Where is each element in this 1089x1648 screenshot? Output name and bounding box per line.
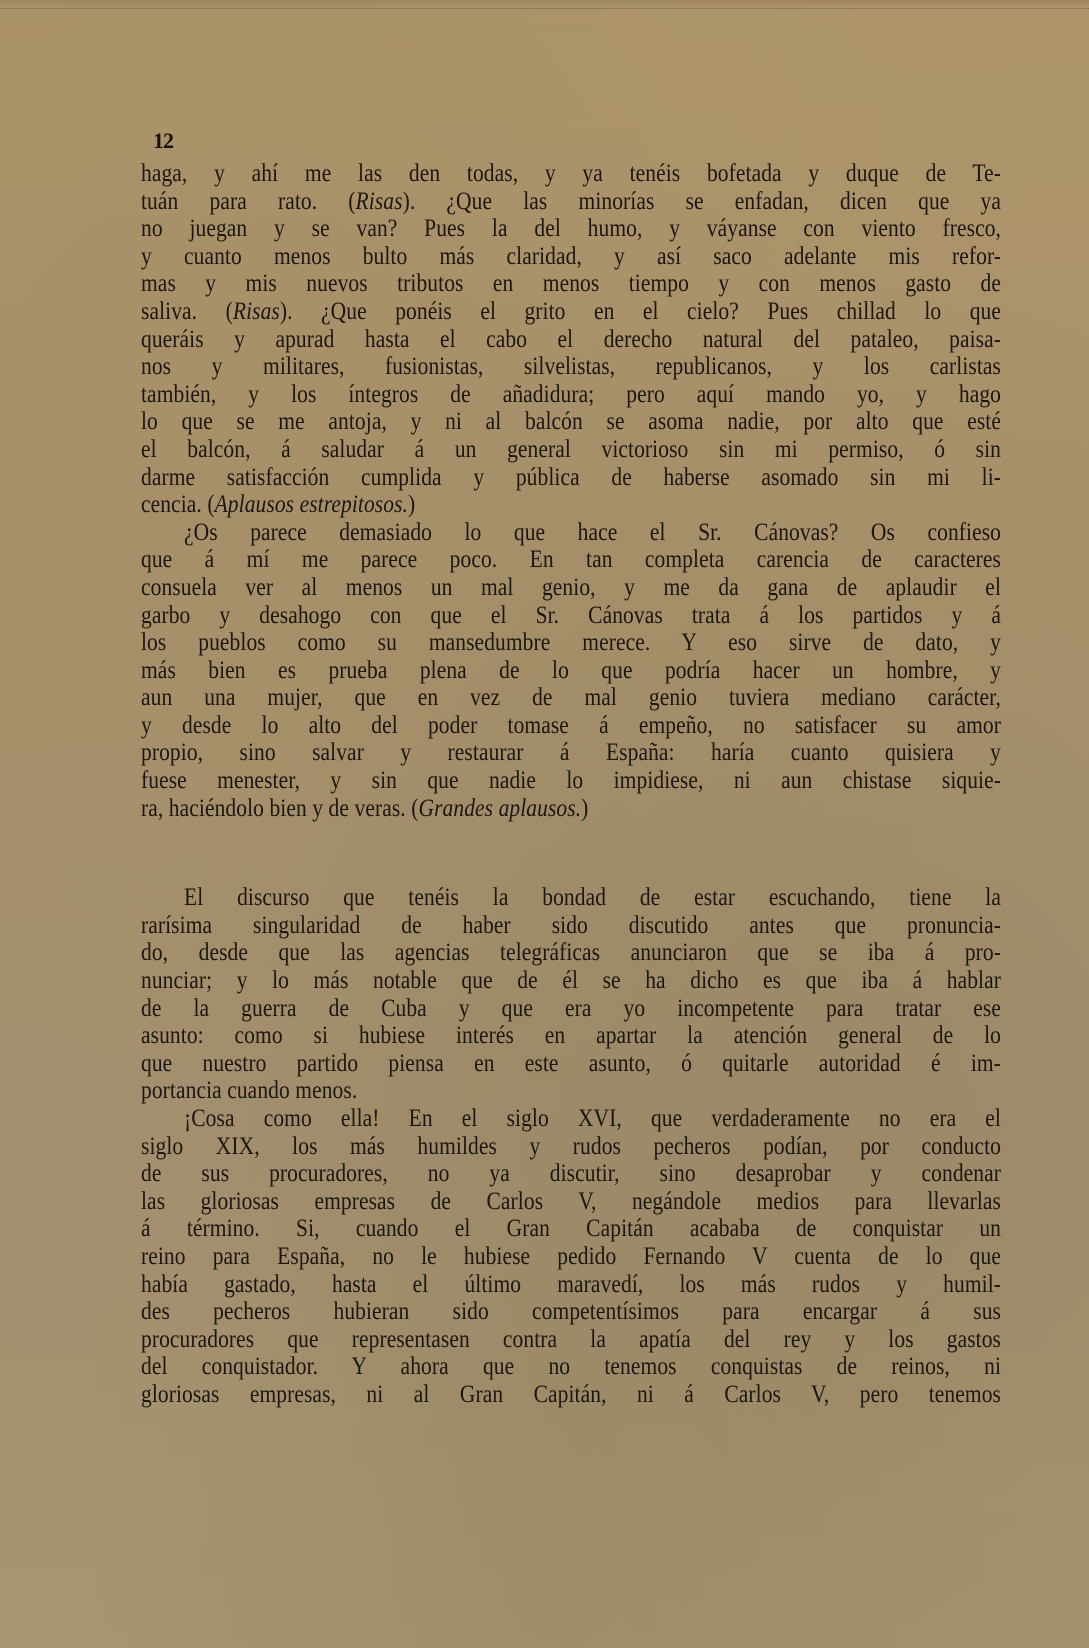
paragraph [141, 160, 1001, 519]
text-line: nunciar; y lo más notable que de él se ha dicho es que iba á hablar [141, 967, 1001, 995]
paragraph [141, 884, 1001, 1105]
paragraph [141, 1105, 1001, 1409]
text-line: ra, haciéndolo bien y de veras. (Grandes aplausos.) [141, 794, 589, 822]
body-text [141, 160, 1001, 1409]
stage-direction: Aplausos estrepitosos. [214, 491, 409, 519]
text-line: rarísima singularidad de haber sido discutido antes que pronuncia- [141, 911, 1001, 939]
text-line: fuese menester, y sin que nadie lo impidiese, ni aun chistase siquie- [141, 767, 1001, 795]
text-line: El discurso que tenéis la bondad de estar escuchando, tiene la [184, 884, 1001, 912]
text-line: gloriosas empresas, ni al Gran Capitán, ni á Carlos V, pero tenemos [141, 1380, 1001, 1408]
text-line: consuela ver al menos un mal genio, y me da gana de aplaudir el [141, 573, 1001, 601]
stage-direction: Grandes aplausos. [418, 794, 582, 822]
text-line: haga, y ahí me las den todas, y ya tenéis bofetada y duque de Te- [141, 160, 1001, 187]
text-line: nos y militares, fusionistas, silvelistas, republicanos, y los carlistas [141, 353, 1001, 381]
page-number: 12 [153, 128, 173, 153]
paragraph [141, 519, 1001, 823]
text-line: del conquistador. Y ahora que no tenemos conquistas de reinos, ni [141, 1353, 1001, 1381]
text-line: no juegan y se van? Pues la del humo, y váyanse con viento fresco, [141, 215, 1001, 243]
section-break [141, 822, 1001, 884]
text-line: de la guerra de Cuba y que era yo incompetente para tratar ese [141, 994, 1001, 1022]
stage-direction: Risas [232, 297, 280, 325]
text-line: cencia. (Aplausos estrepitosos.) [141, 491, 416, 519]
text-line: á término. Si, cuando el Gran Capitán acababa de conquistar un [141, 1215, 1001, 1243]
text-line: ¿Os parece demasiado lo que hace el Sr. Cánovas? Os confieso [184, 518, 1001, 546]
text-line: queráis y apurad hasta el cabo el derecho natural del pataleo, paisa- [141, 325, 1001, 353]
text-line: el balcón, á saludar á un general victorioso sin mi permiso, ó sin [141, 435, 1001, 463]
text-line: lo que se me antoja, y ni al balcón se asoma nadie, por alto que esté [141, 408, 1001, 436]
text-line: ¡Cosa como ella! En el siglo XVI, que verdaderamente no era el [184, 1105, 1001, 1132]
text-line: des pecheros hubieran sido competentísimos para encargar á sus [141, 1298, 1001, 1326]
text-line: las gloriosas empresas de Carlos V, negándole medios para llevarlas [141, 1187, 1001, 1215]
text-line: y desde lo alto del poder tomase á empeño, no satisfacer su amor [141, 711, 1001, 739]
text-line: tuán para rato. (Risas). ¿Que las minorías se enfadan, dicen que ya [141, 187, 1001, 215]
text-line: siglo XIX, los más humildes y rudos pecheros podían, por conducto [141, 1132, 1001, 1160]
text-line: saliva. (Risas). ¿Que ponéis el grito en el cielo? Pues chillad lo que [141, 297, 1001, 325]
text-line: que á mí me parece poco. En tan completa carencia de caracteres [141, 546, 1001, 574]
page-top-edge [0, 0, 1089, 9]
text-line: mas y mis nuevos tributos en menos tiempo y con menos gasto de [141, 270, 1001, 298]
text-line: darme satisfacción cumplida y pública de haberse asomado sin mi li- [141, 463, 1001, 491]
text-line: de sus procuradores, no ya discutir, sino desaprobar y condenar [141, 1160, 1001, 1188]
text-line: propio, sino salvar y restaurar á España: haría cuanto quisiera y [141, 739, 1001, 767]
text-line: do, desde que las agencias telegráficas anunciaron que se iba á pro- [141, 939, 1001, 967]
text-line: portancia cuando menos. [141, 1077, 358, 1105]
text-line: aun una mujer, que en vez de mal genio tuviera mediano carácter, [141, 684, 1001, 712]
text-line: reino para España, no le hubiese pedido Fernando V cuenta de lo que [141, 1242, 1001, 1270]
text-line: garbo y desahogo con que el Sr. Cánovas trata á los partidos y á [141, 601, 1001, 629]
text-line: también, y los íntegros de añadidura; pero aquí mando yo, y hago [141, 380, 1001, 408]
text-line: asunto: como si hubiese interés en apartar la atención general de lo [141, 1022, 1001, 1050]
text-line: procuradores que representasen contra la apatía del rey y los gastos [141, 1325, 1001, 1353]
text-line: que nuestro partido piensa en este asunto, ó quitarle autoridad é im- [141, 1049, 1001, 1077]
stage-direction: Risas [355, 187, 403, 215]
text-line: y cuanto menos bulto más claridad, y así saco adelante mis refor- [141, 242, 1001, 270]
text-line: había gastado, hasta el último maravedí, los más rudos y humil- [141, 1270, 1001, 1298]
text-line: los pueblos como su mansedumbre merece. Y eso sirve de dato, y [141, 629, 1001, 657]
text-line: más bien es prueba plena de lo que podría hacer un hombre, y [141, 656, 1001, 684]
